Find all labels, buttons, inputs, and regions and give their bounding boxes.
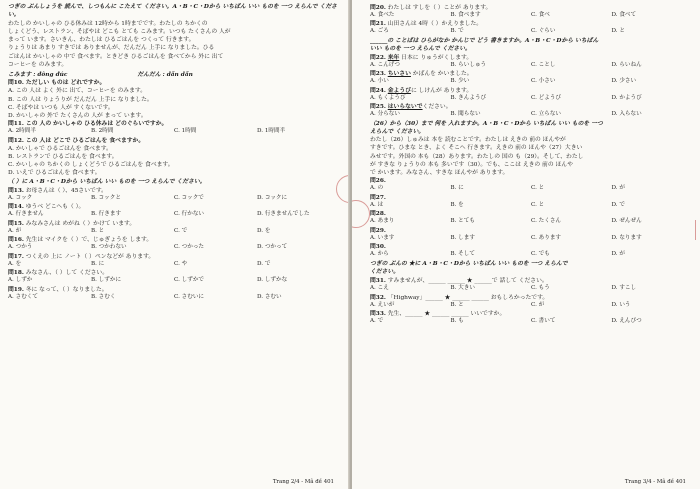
question-number: 問23. bbox=[370, 71, 386, 78]
question-text: 先生、______ ★ ______ ______ いいですか。 bbox=[387, 311, 506, 318]
option[interactable]: C. つかった bbox=[174, 244, 205, 251]
underlined-word: はいらないで bbox=[387, 104, 423, 111]
option[interactable]: B. とても bbox=[450, 218, 475, 225]
question-number: 問20. bbox=[370, 4, 386, 11]
option[interactable]: C. で bbox=[174, 227, 188, 234]
options-row bbox=[8, 261, 340, 269]
option[interactable]: D. えんぴつ bbox=[611, 318, 642, 325]
option[interactable]: A. が bbox=[8, 227, 22, 234]
question-number: 問24. bbox=[370, 87, 386, 94]
passage-line: りょうりは あまり すきでは ありませんが、だんだん 上手に なりました。ひる bbox=[8, 45, 215, 52]
question-list bbox=[370, 177, 692, 259]
option[interactable]: B. で bbox=[450, 28, 464, 35]
option[interactable]: A. で bbox=[370, 318, 384, 325]
options-row bbox=[370, 318, 692, 326]
red-stamp bbox=[352, 200, 370, 228]
question-text: 「Highway」______ ★ ______ ______ おもしろかったです。 bbox=[387, 294, 549, 301]
section-instruction: つぎの ぶんの ★に A・B・C・Dから いちばん いい ものを 一つ えらんで bbox=[370, 261, 568, 268]
question-number: 問27. bbox=[370, 194, 386, 201]
question-number: 問14. bbox=[8, 204, 24, 211]
question-24 bbox=[370, 87, 692, 95]
question-number: 問30. bbox=[370, 244, 386, 251]
vocab-notes bbox=[8, 71, 340, 79]
option[interactable]: C. でも bbox=[531, 251, 550, 258]
question-text: つくえの 上に ノート（ ）ペンなどが あります。 bbox=[25, 253, 155, 260]
underlined-word: ちいさい bbox=[387, 71, 411, 78]
passage-line: しょくどう、レストラン、そばやは どこも とても こみます。いつも たくさんの 人が bbox=[8, 29, 231, 36]
option[interactable]: A. の bbox=[370, 185, 384, 192]
options-row bbox=[370, 202, 692, 210]
option[interactable]: D. が bbox=[611, 185, 625, 192]
question-32 bbox=[370, 294, 692, 302]
option[interactable]: A. は bbox=[370, 201, 384, 208]
option[interactable]: B. きんようび bbox=[450, 94, 487, 101]
option[interactable]: C. たくさん bbox=[531, 218, 562, 225]
question-10: 問10. ただしい ものは どれですか。 bbox=[8, 80, 106, 87]
question-number: 問28. bbox=[370, 211, 386, 218]
option[interactable]: B. 聞らない bbox=[450, 111, 481, 118]
question-number: 問22. bbox=[370, 54, 386, 61]
option[interactable]: D. いう bbox=[611, 301, 631, 308]
passage-line: すきです。ひまな とき、よく そこへ 行きます。えきの 前の ほんや（27）大きい bbox=[370, 145, 583, 152]
options-row bbox=[370, 12, 692, 20]
option[interactable]: D. かいしゃの 外で たくさんの 人が まって います。 bbox=[8, 112, 147, 119]
question-17 bbox=[8, 253, 340, 261]
question-list bbox=[370, 54, 692, 120]
passage-line: で かいます。みなさん、すきな ほんやが あります。 bbox=[370, 169, 509, 176]
question-text: 山田さんは 4時（ ）かえりました。 bbox=[387, 21, 483, 27]
question-text: すみませんが、______ ______ ★ ______で 話して ください。 bbox=[387, 278, 548, 285]
reading-passage bbox=[8, 20, 340, 69]
options-row bbox=[370, 235, 692, 243]
option[interactable]: C. かいしゃの ちかくの しょくどうで ひるごはんを 食べます。 bbox=[8, 162, 174, 169]
option[interactable]: B. レストランで ひるごはんを 食べます。 bbox=[8, 154, 118, 160]
option[interactable]: D. すこし bbox=[611, 285, 637, 292]
option[interactable]: A. この 人は よく 外に 出て、コーヒーを のみます。 bbox=[8, 88, 147, 95]
option[interactable]: A. 分らない bbox=[370, 111, 400, 118]
option[interactable]: C. あります bbox=[531, 234, 562, 241]
question-text: みなさん、（ ）して ください。 bbox=[25, 270, 109, 277]
question-text: わたしは すしを（ ）ことが あります。 bbox=[387, 4, 492, 11]
question-29 bbox=[370, 227, 692, 235]
question-11: 問11. この 人の かいしゃの ひる休みは どのぐらいですか。 bbox=[8, 121, 168, 128]
option[interactable]: A. えいが bbox=[370, 301, 395, 308]
option[interactable]: B. 大きい bbox=[450, 285, 475, 292]
section-instruction: （26）から（30）まで 何を 入れますか。A・B・C・Dから いちばん いい ものを 一つ bbox=[370, 121, 603, 128]
question-number: 問26. bbox=[370, 178, 386, 185]
option[interactable]: D. らいねん bbox=[611, 61, 642, 68]
options-row bbox=[370, 218, 692, 226]
page-footer: Trang 3/4 - Mã đề 401 bbox=[624, 479, 686, 485]
option[interactable]: B. も bbox=[450, 318, 464, 325]
option[interactable]: A. 食べた bbox=[370, 11, 395, 18]
option[interactable]: D. が bbox=[611, 251, 625, 258]
option[interactable]: B. します bbox=[450, 234, 475, 241]
question-12: 問12. この 人は どこで ひるごはんを 食べますか。 bbox=[8, 137, 145, 144]
page-footer: Trang 2/4 - Mã đề 401 bbox=[272, 479, 334, 485]
question-number: 問21. bbox=[370, 21, 386, 27]
options-row bbox=[370, 28, 692, 36]
option[interactable]: D. 1時間半 bbox=[257, 128, 286, 135]
option[interactable]: A. つかう bbox=[8, 244, 33, 251]
option[interactable]: D. 食べて bbox=[611, 11, 637, 18]
section-instruction: いい ものを 一つ えらんで ください。 bbox=[370, 46, 471, 53]
cloze-passage bbox=[370, 136, 692, 176]
option[interactable]: B. を bbox=[450, 201, 464, 208]
option[interactable]: D. なります bbox=[611, 234, 642, 241]
option[interactable]: D. で bbox=[257, 260, 271, 267]
options-row bbox=[8, 195, 340, 203]
options-row bbox=[370, 78, 692, 86]
question-number: 問16. bbox=[8, 237, 24, 244]
option[interactable]: D. かようび bbox=[611, 94, 642, 101]
question-number: 問17. bbox=[8, 253, 24, 260]
option[interactable]: A. かいしゃで ひるごはんを 食べます。 bbox=[8, 145, 112, 152]
question-number: 問29. bbox=[370, 227, 386, 234]
option[interactable]: C. 小さい bbox=[531, 78, 556, 85]
option[interactable]: B. らいしゅう bbox=[450, 61, 487, 68]
option[interactable]: C. や bbox=[174, 260, 188, 267]
question-33 bbox=[370, 310, 692, 318]
question-number: 問31. bbox=[370, 278, 386, 285]
option[interactable]: D. しずかな bbox=[257, 277, 288, 284]
option[interactable]: C. どようび bbox=[531, 94, 562, 101]
question-number: 問25. bbox=[370, 104, 386, 111]
passage-line: わたし（26）しゅみは 本を 読むことです。わたしは えきの 前の ほんやが bbox=[370, 137, 566, 144]
option[interactable]: D. コックに bbox=[257, 194, 288, 201]
question-31 bbox=[370, 277, 692, 285]
option[interactable]: B. しずかに bbox=[91, 277, 122, 284]
option[interactable]: C. 書いて bbox=[531, 318, 556, 325]
option[interactable]: C. と bbox=[531, 201, 545, 208]
options-row bbox=[370, 62, 692, 70]
question-list bbox=[8, 187, 340, 302]
page-right bbox=[352, 0, 700, 489]
option[interactable]: B. 行きます bbox=[91, 211, 122, 218]
option[interactable]: D. さむい bbox=[257, 293, 282, 300]
question-text: お母さんは（ ）、45さいです。 bbox=[25, 187, 107, 194]
underlined-word: 金ようび bbox=[387, 87, 411, 94]
option[interactable]: A. 小い bbox=[370, 78, 389, 85]
option[interactable]: A. 2時間半 bbox=[8, 128, 36, 135]
vocab-item: だんだん : dần dần bbox=[137, 71, 193, 78]
option[interactable]: D. 入らない bbox=[611, 111, 642, 118]
option[interactable]: D. いえで ひるごはんを 食べます。 bbox=[8, 170, 101, 177]
option[interactable]: D. つかって bbox=[257, 244, 288, 251]
section-instruction: ください。 bbox=[370, 269, 399, 276]
question-text: 先生は マイクを（ ）で、じゅぎょうを します。 bbox=[25, 237, 153, 244]
option[interactable]: D. ぜんぜん bbox=[611, 218, 642, 225]
option[interactable]: D. を bbox=[257, 227, 271, 234]
option[interactable]: C. さむいに bbox=[174, 293, 205, 300]
option[interactable]: B. 少い bbox=[450, 78, 470, 85]
option[interactable]: C. コックで bbox=[174, 194, 204, 201]
question-list bbox=[370, 277, 692, 326]
options-row bbox=[8, 277, 340, 285]
option[interactable]: B. この 人は りょうりが だんだん 上手に なりました。 bbox=[8, 96, 153, 103]
option[interactable]: A. あまり bbox=[370, 218, 395, 225]
question-number: 問33. bbox=[370, 311, 386, 318]
option[interactable]: B. に bbox=[450, 185, 464, 192]
option[interactable]: A. 行きません bbox=[8, 211, 44, 218]
passage-line: わたしの かいしゃの ひる休みは 12時から 1時までです。わたしの ちかくの bbox=[8, 21, 208, 28]
option[interactable]: C. もう bbox=[531, 285, 550, 292]
question-text: 日本に りゅうがくします。 bbox=[399, 54, 473, 61]
section-instruction: （ ）に A・B・C・Dから いちばん いい ものを 一つ えらんで ください。 bbox=[8, 179, 206, 186]
passage-line: が すきな りょうりの 本も 多いです（30）。でも、ここは えきの 前の ほんや bbox=[370, 161, 573, 168]
options-row bbox=[370, 185, 692, 193]
options-row bbox=[370, 95, 692, 103]
question-text: かばんを かいました。 bbox=[410, 71, 473, 78]
option[interactable]: A. ごろ bbox=[370, 28, 389, 35]
option[interactable]: B. と bbox=[450, 301, 464, 308]
option[interactable]: D. 行きませんでした bbox=[257, 211, 310, 218]
vocab-item: こみます : đông đúc bbox=[8, 71, 68, 78]
question-text: みなみさんは めがね（ ）かけて います。 bbox=[25, 220, 136, 227]
options-row bbox=[370, 302, 692, 310]
option[interactable]: A. います bbox=[370, 234, 395, 241]
option[interactable]: D. で bbox=[611, 201, 625, 208]
option[interactable]: C. そばやは いつも 人が すくないです。 bbox=[8, 104, 114, 111]
option[interactable]: B. に bbox=[91, 260, 105, 267]
question-20 bbox=[370, 4, 692, 12]
option[interactable]: C. しずかで bbox=[174, 277, 205, 284]
option[interactable]: B. と bbox=[91, 227, 105, 234]
question-19 bbox=[8, 286, 340, 294]
passage-line: みせです。外国の 本も（28）あります。わたしの 国の も（29）。そして、わたし bbox=[370, 153, 584, 160]
option[interactable]: C. ことし bbox=[531, 61, 556, 68]
option[interactable]: A. から bbox=[370, 251, 389, 258]
options-row bbox=[8, 294, 340, 302]
section-instruction: ______の ことばは ひらがなか かんじで どう 書きますか。A・B・C・Dから いちばん bbox=[370, 38, 599, 44]
question-number: 問19. bbox=[8, 286, 24, 293]
option[interactable]: C. が bbox=[531, 301, 545, 308]
option[interactable]: C. と bbox=[531, 185, 545, 192]
option[interactable]: C. 1時間 bbox=[174, 128, 197, 135]
question-13 bbox=[8, 187, 340, 195]
option[interactable]: D. と bbox=[611, 28, 625, 35]
option[interactable]: B. そして bbox=[450, 251, 475, 258]
question-text: ください。 bbox=[422, 104, 452, 111]
option[interactable]: B. コックと bbox=[91, 194, 121, 201]
option[interactable]: A. しずか bbox=[8, 277, 33, 284]
question-number: 問32. bbox=[370, 294, 386, 301]
question-27 bbox=[370, 194, 692, 202]
option[interactable]: B. つかわない bbox=[91, 244, 127, 251]
options-row bbox=[8, 244, 340, 252]
option[interactable]: A. こえ bbox=[370, 285, 389, 292]
passage-line: まって います。さいきん、わたしは ひるごはんを つくって 行きます。 bbox=[8, 37, 195, 44]
passage-line: ごはんは かいしゃの 中で 食べます。ときどき ひるごはんを 食べてから 外に 出て bbox=[8, 53, 224, 60]
options-row bbox=[8, 211, 340, 219]
question-number: 問15. bbox=[8, 220, 24, 227]
option[interactable]: A. さむくて bbox=[8, 293, 38, 300]
option[interactable]: A. こんげつ bbox=[370, 61, 400, 68]
option[interactable]: C. 行かない bbox=[174, 211, 205, 218]
question-number: 問18. bbox=[8, 270, 24, 277]
question-15 bbox=[8, 220, 340, 228]
option[interactable]: C. 食べ bbox=[531, 11, 550, 18]
option[interactable]: C. ぐらい bbox=[531, 28, 556, 35]
passage-line: コーヒーを のみます。 bbox=[8, 61, 68, 68]
options-row bbox=[370, 251, 692, 259]
option[interactable]: D. 少さい bbox=[611, 78, 637, 85]
question-text: ゆうべ どこへも（ ）。 bbox=[25, 204, 85, 211]
options-row bbox=[370, 285, 692, 293]
question-22 bbox=[370, 54, 692, 62]
option[interactable]: A. を bbox=[8, 260, 22, 267]
question-number: 問13. bbox=[8, 187, 24, 194]
red-stamp-edge bbox=[695, 220, 700, 240]
reading-instruction: つぎの ぶんしょうを 読んで、しつもんに こたえて ください。A・B・C・Dから いちばん いい ものを 一つ えらんで ください。 bbox=[8, 4, 337, 19]
option[interactable]: C. 立らない bbox=[531, 111, 562, 118]
option[interactable]: B. さむく bbox=[91, 293, 116, 300]
option[interactable]: A. コック bbox=[8, 194, 33, 201]
question-list bbox=[370, 4, 692, 37]
option[interactable]: A. もくようび bbox=[370, 94, 406, 101]
section-instruction: えらんで ください。 bbox=[370, 129, 425, 136]
question-text: 冬に なって、（ ）なりました。 bbox=[25, 286, 108, 293]
question-21 bbox=[370, 20, 692, 28]
options-row bbox=[370, 111, 692, 119]
options-row bbox=[8, 228, 340, 236]
underlined-word: 来年 bbox=[387, 54, 400, 61]
option[interactable]: B. 2時間 bbox=[91, 128, 114, 135]
question-text: に しけんが あります。 bbox=[410, 87, 473, 94]
options-row bbox=[8, 128, 340, 136]
option[interactable]: B. 食べます bbox=[450, 11, 481, 18]
